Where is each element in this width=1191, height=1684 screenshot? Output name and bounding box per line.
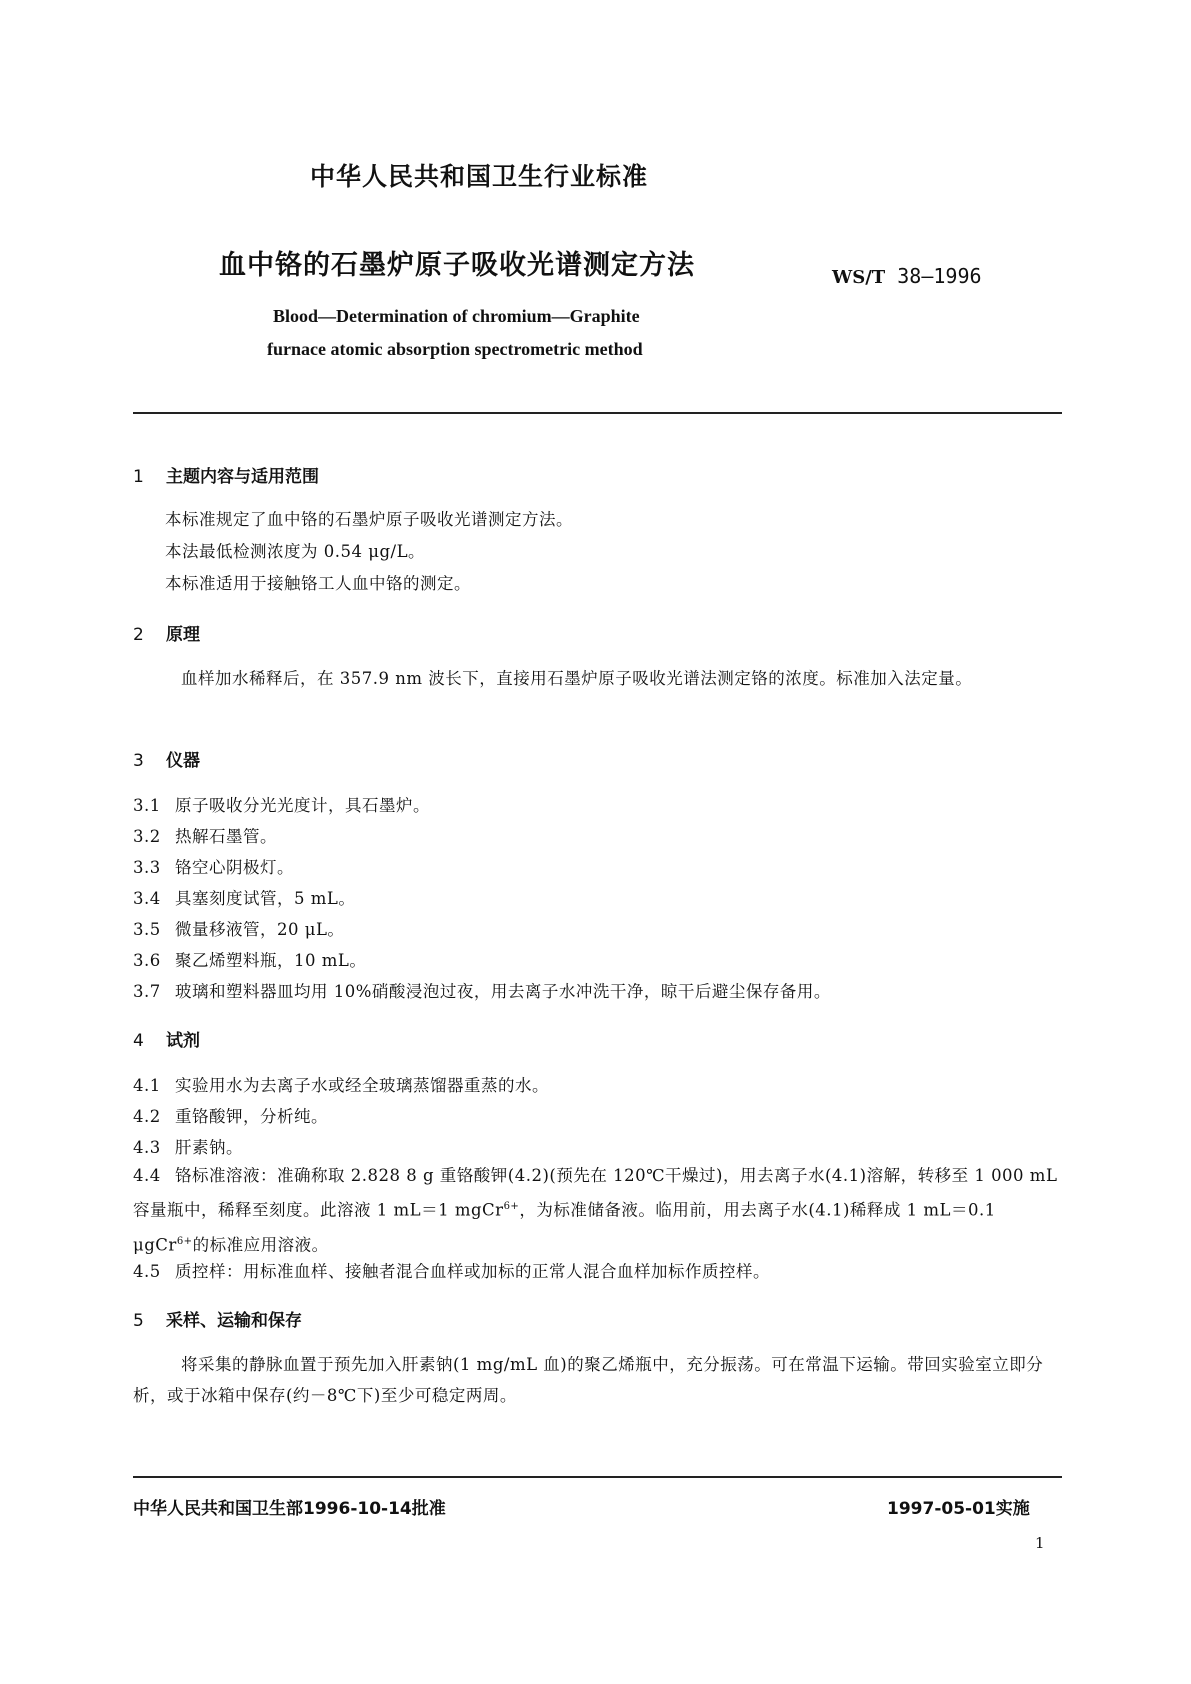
list-item [133, 1103, 328, 1127]
item-text: 铬空心阴极灯。 [175, 858, 294, 877]
section-heading-5 [133, 1306, 302, 1331]
item-text: 质控样：用标准血样、接触者混合血样或加标的正常人混合血样加标作质控样。 [175, 1262, 770, 1281]
item-number: 3.4 [133, 889, 161, 908]
list-item-4-4 [133, 1160, 1062, 1260]
section-number: 4 [133, 1031, 144, 1051]
item-number: 3.6 [133, 951, 161, 970]
section-number: 3 [133, 751, 144, 771]
item-number: 3.5 [133, 920, 161, 939]
item-number: 4.2 [133, 1107, 161, 1126]
standard-code-number: 38—1996 [897, 264, 982, 288]
item-text: 热解石墨管。 [175, 827, 277, 846]
footer-divider [133, 1476, 1062, 1478]
section-title: 采样、运输和保存 [166, 1311, 302, 1331]
section-title: 试剂 [166, 1031, 200, 1051]
section-title: 原理 [166, 625, 200, 645]
org-title: 中华人民共和国卫生行业标准 [310, 162, 649, 191]
section-title: 主题内容与适用范围 [166, 467, 319, 487]
section-heading-4 [133, 1026, 200, 1051]
approval-statement: 中华人民共和国卫生部1996-10-14批准 [133, 1499, 446, 1519]
item-text: 具塞刻度试管，5 mL。 [175, 889, 356, 908]
item-text: 重铬酸钾，分析纯。 [175, 1107, 328, 1126]
item-number: 4.3 [133, 1138, 161, 1157]
item-number: 4.1 [133, 1076, 161, 1095]
standard-code-prefix: WS/T [832, 267, 886, 288]
list-item [133, 1134, 243, 1158]
section-1-line-2: 本法最低检测浓度为 0.54 μg/L。 [165, 542, 426, 561]
item-text: 肝素钠。 [175, 1138, 243, 1157]
superscript: 6+ [503, 1201, 520, 1212]
item-text: 原子吸收分光光度计，具石墨炉。 [175, 796, 430, 815]
section-heading-2 [133, 620, 200, 645]
header-divider [133, 412, 1062, 414]
superscript: 6+ [176, 1235, 193, 1247]
list-item [133, 885, 355, 909]
section-heading-1 [133, 462, 319, 487]
list-item [133, 1258, 770, 1282]
section-5-paragraph: 将采集的静脉血置于预先加入肝素钠(1 mg/mL 血)的聚乙烯瓶中，充分振荡。可在常温下运输。带回实验室立即分析，或于冰箱中保存(约－8℃下)至少可稳定两周。 [133, 1355, 1044, 1405]
list-item [133, 947, 366, 971]
standard-title: 血中铬的石墨炉原子吸收光谱测定方法 [219, 250, 695, 281]
section-number: 5 [133, 1311, 144, 1331]
item-text-cont: ，为标准储备液。临用前，用去离子水(4.1)稀释成 1 mL＝0.1 μgCr [133, 1200, 996, 1254]
item-text: 聚乙烯塑料瓶，10 mL。 [175, 951, 367, 970]
list-item [133, 1072, 549, 1096]
section-1-line-1: 本标准规定了血中铬的石墨炉原子吸收光谱测定方法。 [165, 510, 573, 529]
standard-code [832, 264, 982, 288]
list-item [133, 854, 294, 878]
item-number: 3.2 [133, 827, 161, 846]
section-number: 2 [133, 625, 144, 645]
item-number: 3.1 [133, 796, 161, 815]
section-heading-3 [133, 746, 200, 771]
item-number: 3.3 [133, 858, 161, 877]
item-text: 实验用水为去离子水或经全玻璃蒸馏器重蒸的水。 [175, 1076, 549, 1095]
item-number: 4.4 [133, 1166, 161, 1185]
item-text: 玻璃和塑料器皿均用 10%硝酸浸泡过夜，用去离子水冲洗干净，晾干后避尘保存备用。 [175, 982, 831, 1001]
section-2-paragraph: 血样加水稀释后，在 357.9 nm 波长下，直接用石墨炉原子吸收光谱法测定铬的浓度。标准加入法定量。 [181, 669, 973, 688]
item-text: 微量移液管，20 μL。 [175, 920, 345, 939]
section-title: 仪器 [166, 751, 200, 771]
item-text-end: 的标准应用溶液。 [192, 1235, 329, 1254]
page-number: 1 [1035, 1534, 1045, 1552]
list-item [133, 823, 277, 847]
item-number: 4.5 [133, 1262, 161, 1281]
item-text: 铬标准溶液：准确称取 2.828 8 g 重铬酸钾(4.2)(预先在 120℃干燥过)，用去离子水(4.1)溶解，转移至 1 000 mL 容量瓶中，稀释至刻度。此溶液 1 mL＝1 mgCr [133, 1166, 1058, 1220]
section-number: 1 [133, 467, 144, 487]
english-title-line-1: Blood—Determination of chromium—Graphite [273, 306, 640, 326]
item-number: 3.7 [133, 982, 161, 1001]
implementation-date: 1997-05-01实施 [887, 1499, 1030, 1519]
section-1-line-3: 本标准适用于接触铬工人血中铬的测定。 [165, 574, 471, 593]
list-item [133, 792, 430, 816]
list-item [133, 916, 344, 940]
english-title-line-2: furnace atomic absorption spectrometric method [267, 339, 643, 359]
list-item [133, 978, 831, 1002]
